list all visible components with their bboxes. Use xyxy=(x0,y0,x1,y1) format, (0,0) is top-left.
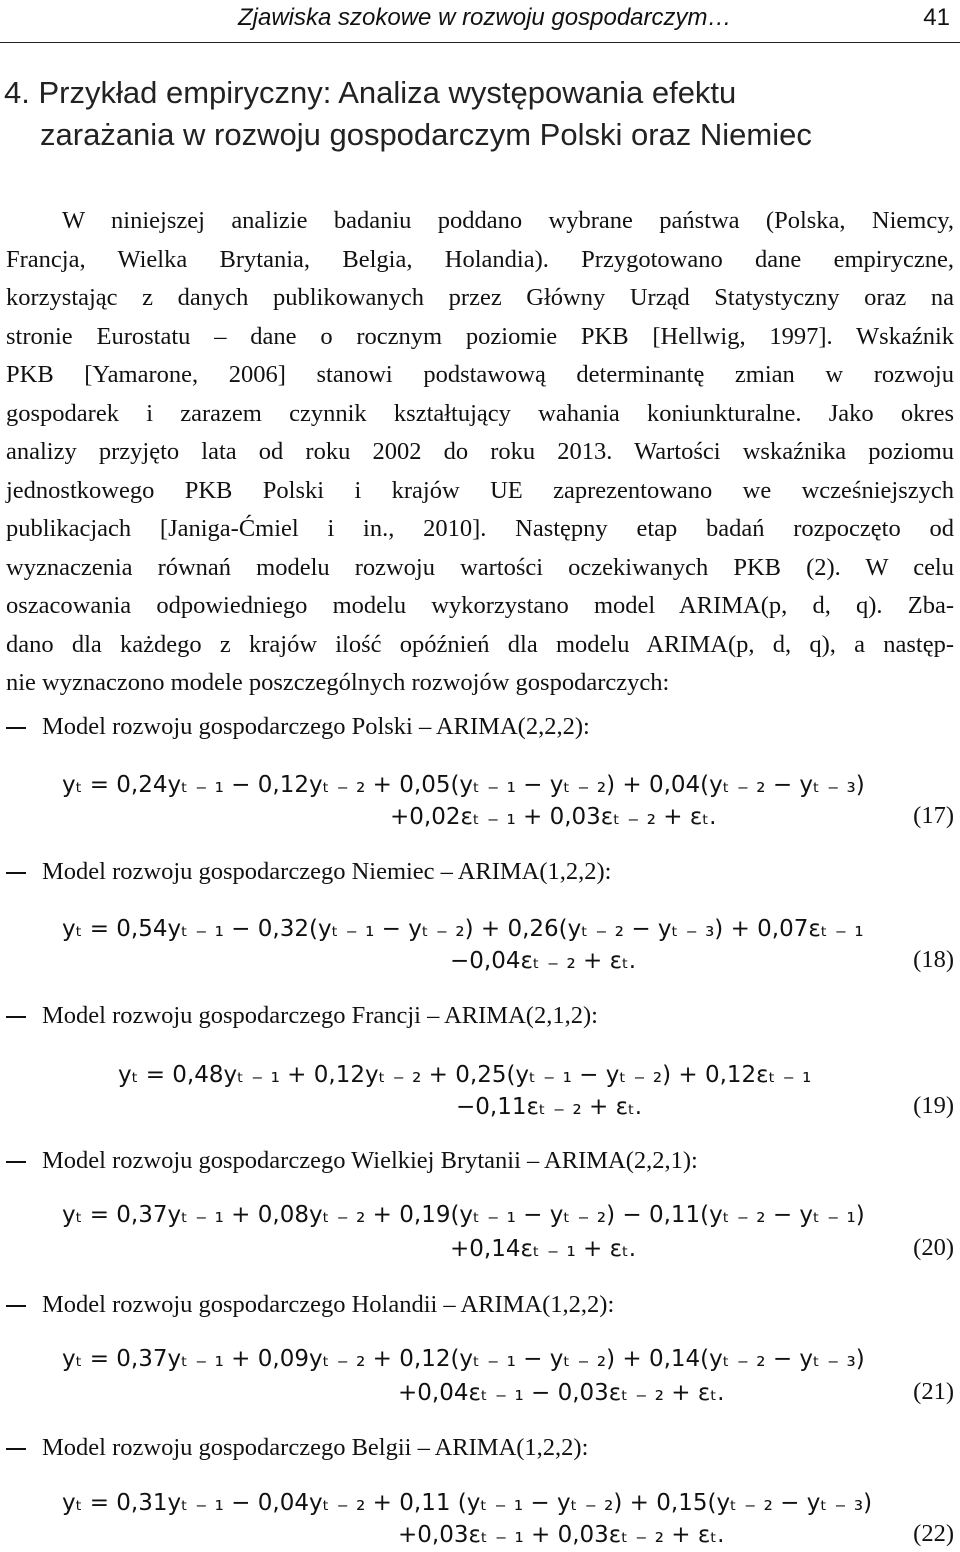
paragraph-line: analizy przyjęto lata od roku 2002 do roku 2013. Wartości wskaźnika poziomu xyxy=(6,438,954,465)
list-dash xyxy=(6,1448,26,1450)
equation-line: +0,04εₜ ₋ ₁ − 0,03εₜ ₋ ₂ + εₜ. xyxy=(398,1380,725,1406)
paragraph-line: jednostkowego PKB Polski i krajów UE zaprezentowano we wcześniejszych xyxy=(6,476,954,504)
equation-line: −0,04εₜ ₋ ₂ + εₜ. xyxy=(450,948,637,974)
equation-number: (21) xyxy=(913,1378,954,1405)
equation-number: (19) xyxy=(913,1092,954,1119)
equation-line: yₜ = 0,31yₜ ₋ ₁ − 0,04yₜ ₋ ₂ + 0,11 (yₜ ₋ ₁ − yₜ ₋ ₂) + 0,15(yₜ ₋ ₂ − yₜ ₋ ₃) xyxy=(62,1490,873,1516)
equation-number: (18) xyxy=(913,946,954,973)
paragraph-line: nie wyznaczono modele poszczególnych rozwojów gospodarczych: xyxy=(6,669,670,696)
model-label: Model rozwoju gospodarczego Wielkiej Brytanii – ARIMA(2,2,1): xyxy=(42,1147,698,1174)
body-paragraph xyxy=(6,202,954,703)
equation-line: −0,11εₜ ₋ ₂ + εₜ. xyxy=(456,1094,643,1120)
paragraph-line: dano dla każdego z krajów ilość opóźnień dla modelu ARIMA(p, d, q), a następ- xyxy=(6,630,954,658)
equation-line: yₜ = 0,54yₜ ₋ ₁ − 0,32(yₜ ₋ ₁ − yₜ ₋ ₂) + 0,26(yₜ ₋ ₂ − yₜ ₋ ₃) + 0,07εₜ ₋ ₁ xyxy=(62,916,864,942)
paragraph-line: gospodarek i zarazem czynnik kształtujący wahania koniunkturalne. Jako okres xyxy=(6,399,954,427)
page-number: 41 xyxy=(923,4,950,31)
paragraph-line: korzystając z danych publikowanych przez Główny Urząd Statystyczny oraz na xyxy=(6,284,954,311)
model-item-poland xyxy=(6,712,590,742)
model-label: Model rozwoju gospodarczego Francji – ARIMA(2,1,2): xyxy=(42,1002,598,1029)
list-dash xyxy=(6,727,26,729)
equation-line: +0,02εₜ ₋ ₁ + 0,03εₜ ₋ ₂ + εₜ. xyxy=(390,804,717,830)
equation-number: (20) xyxy=(913,1234,954,1261)
model-item-netherlands xyxy=(6,1290,614,1320)
model-label: Model rozwoju gospodarczego Niemiec – ARIMA(1,2,2): xyxy=(42,858,612,885)
section-heading-line-2: zarażania w rozwoju gospodarczym Polski oraz Niemiec xyxy=(40,117,812,152)
model-item-germany xyxy=(6,857,612,887)
paragraph-line: stronie Eurostatu – dane o rocznym poziomie PKB [Hellwig, 1997]. Wskaźnik xyxy=(6,322,954,350)
paragraph-line: oszacowania odpowiedniego modelu wykorzystano model ARIMA(p, d, q). Zba- xyxy=(6,592,954,619)
list-dash xyxy=(6,1305,26,1307)
model-label: Model rozwoju gospodarczego Holandii – ARIMA(1,2,2): xyxy=(42,1291,615,1318)
equation-number: (22) xyxy=(913,1520,954,1547)
section-heading-line-1: 4. Przykład empiryczny: Analiza występowania efektu xyxy=(4,75,737,110)
model-label: Model rozwoju gospodarczego Polski – ARIMA(2,2,2): xyxy=(42,713,590,740)
equation-line: +0,03εₜ ₋ ₁ + 0,03εₜ ₋ ₂ + εₜ. xyxy=(398,1522,725,1548)
equation-line: yₜ = 0,24yₜ ₋ ₁ − 0,12yₜ ₋ ₂ + 0,05(yₜ ₋ ₁ − yₜ ₋ ₂) + 0,04(yₜ ₋ ₂ − yₜ ₋ ₃) xyxy=(62,772,865,798)
section-heading xyxy=(0,72,960,156)
equation-line: +0,14εₜ ₋ ₁ + εₜ. xyxy=(450,1236,637,1262)
model-item-france xyxy=(6,1001,598,1031)
equation-line: yₜ = 0,37yₜ ₋ ₁ + 0,09yₜ ₋ ₂ + 0,12(yₜ ₋ ₁ − yₜ ₋ ₂) + 0,14(yₜ ₋ ₂ − yₜ ₋ ₃) xyxy=(62,1346,865,1372)
header-rule xyxy=(0,42,960,43)
running-title: Zjawiska szokowe w rozwoju gospodarczym… xyxy=(238,4,732,31)
equation-number: (17) xyxy=(913,802,954,829)
paragraph-line: Francja, Wielka Brytania, Belgia, Holandia). Przygotowano dane empiryczne, xyxy=(6,245,954,273)
list-dash xyxy=(6,1161,26,1163)
list-dash xyxy=(6,872,26,874)
equation-line: yₜ = 0,37yₜ ₋ ₁ + 0,08yₜ ₋ ₂ + 0,19(yₜ ₋ ₁ − yₜ ₋ ₂) − 0,11(yₜ ₋ ₂ − yₜ ₋ ₁) xyxy=(62,1202,865,1228)
model-item-united-kingdom xyxy=(6,1146,698,1176)
list-dash xyxy=(6,1016,26,1018)
equation-line: yₜ = 0,48yₜ ₋ ₁ + 0,12yₜ ₋ ₂ + 0,25(yₜ ₋ ₁ − yₜ ₋ ₂) + 0,12εₜ ₋ ₁ xyxy=(118,1062,812,1088)
page-header xyxy=(0,0,960,44)
paragraph-line: PKB [Yamarone, 2006] stanowi podstawową determinantę zmian w rozwoju xyxy=(6,361,954,388)
paragraph-line: publikacjach [Janiga-Ćmiel i in., 2010]. Następny etap badań rozpoczęto od xyxy=(6,515,954,542)
paragraph-line: W niniejszej analizie badaniu poddano wybrane państwa (Polska, Niemcy, xyxy=(62,207,954,234)
model-label: Model rozwoju gospodarczego Belgii – ARIMA(1,2,2): xyxy=(42,1434,589,1461)
model-item-belgium xyxy=(6,1433,588,1463)
paragraph-line: wyznaczenia równań modelu rozwoju wartości oczekiwanych PKB (2). W celu xyxy=(6,553,954,581)
